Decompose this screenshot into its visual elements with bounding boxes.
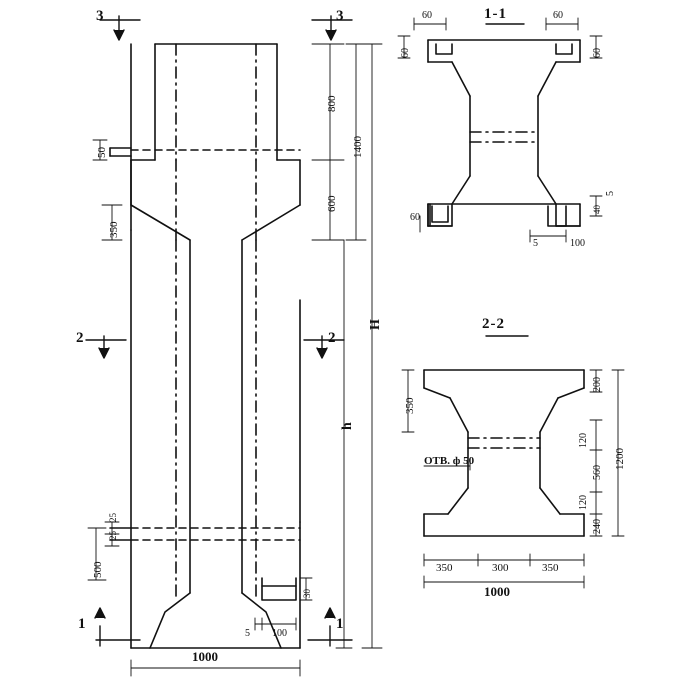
dim-30: 30 [302,589,312,598]
section-mark-2-right: 2 [328,330,336,346]
dim-2-2-560: 560 [592,465,603,480]
dim-2-2-120b: 120 [578,495,589,510]
dim-1-1-40: 40 [592,205,602,214]
dim-1-1-5: 5 [533,238,538,249]
dim-1-1-60-bottom: 60 [410,212,420,223]
dim-H: H [368,319,383,330]
dim-2-2-120: 120 [578,433,589,448]
dim-350-left: 350 [108,221,120,238]
dim-2-2-300: 300 [492,562,509,574]
dim-1-1-60-left: 60 [422,10,432,21]
dim-2-2-1200: 1200 [614,448,626,470]
section-mark-3-left: 3 [96,8,104,24]
dim-1-1-60-right: 60 [553,10,563,21]
dim-5-bottom: 5 [245,628,250,639]
dim-800: 800 [326,95,338,112]
dim-1000-elevation: 1000 [192,649,218,664]
section-mark-3-right: 3 [336,8,344,24]
dim-2-2-1000: 1000 [484,584,510,599]
hole-note: ОТВ. ф 50 [424,455,475,467]
dim-1-1-5-right: 5 [605,191,616,196]
dim-1400: 1400 [352,136,364,158]
dim-2-2-200: 200 [592,377,603,392]
dim-1-1-100: 100 [570,238,585,249]
dim-2-2-350-left: 350 [404,397,416,414]
dim-25-b: 25 [108,513,118,522]
dim-2-2-350-b2: 350 [542,562,559,574]
dim-1-1-60-left-v: 60 [400,48,411,58]
section-mark-2-left: 2 [76,330,84,346]
dim-h: h [340,422,355,430]
section-2-2-title: 2-2 [482,316,505,332]
dim-25-a: 25 [108,531,118,540]
section-mark-1-left: 1 [78,616,86,632]
section-mark-1-right: 1 [336,616,344,632]
dim-600: 600 [326,195,338,212]
section-1-1-title: 1-1 [484,6,507,22]
dim-50-top-left: 50 [96,147,108,158]
dim-500: 500 [92,561,104,578]
dim-2-2-240: 240 [592,519,603,534]
dim-2-2-350-b1: 350 [436,562,453,574]
dim-1-1-60-right-v: 60 [592,48,603,58]
dim-100-bottom: 100 [272,628,287,639]
